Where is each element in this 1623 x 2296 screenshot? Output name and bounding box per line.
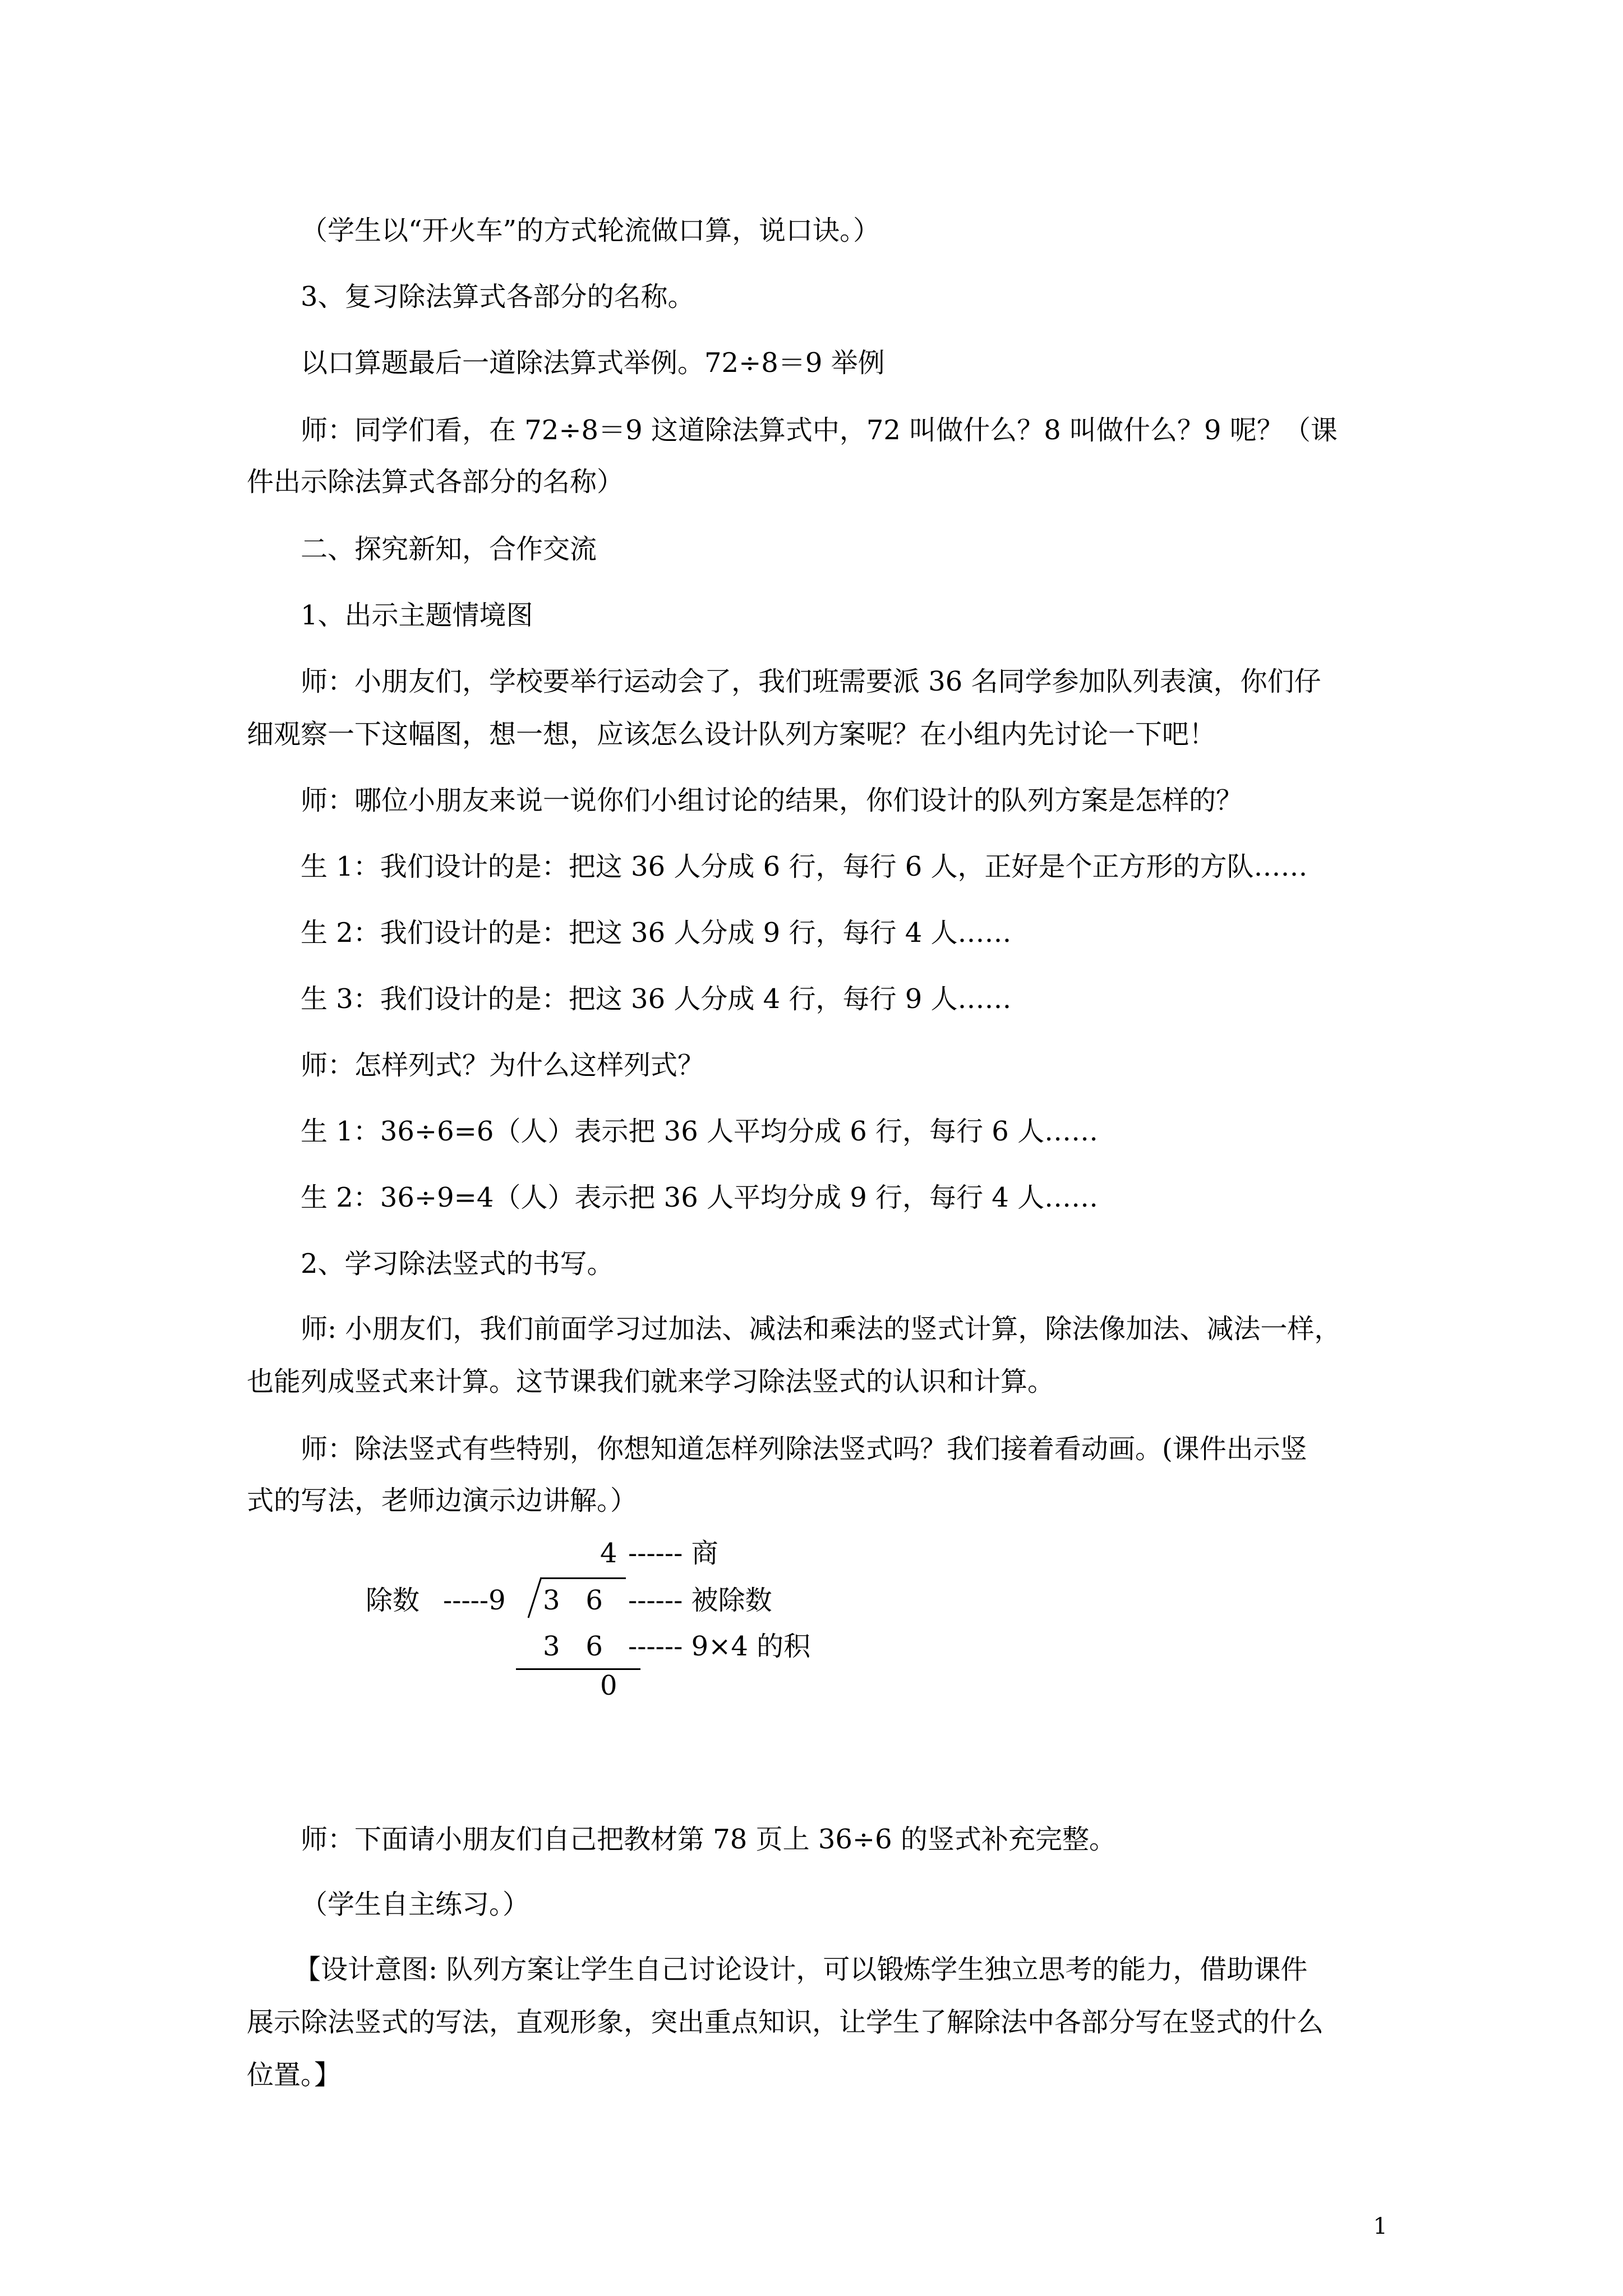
page-number: 1: [1373, 2214, 1387, 2239]
division-bar: [541, 1577, 626, 1579]
paragraph: 生 1：我们设计的是：把这 36 人分成 6 行，每行 6 人，正好是个正方形的方队……: [301, 851, 1308, 882]
paragraph-continuation: 也能列成竖式来计算。这节课我们就来学习除法竖式的认识和计算。: [247, 1366, 1055, 1397]
division-bracket: [526, 1576, 543, 1619]
paragraph: 生 2：36÷9=4（人）表示把 36 人平均分成 9 行，每行 4 人……: [301, 1182, 1099, 1213]
paragraph: 生 2：我们设计的是：把这 36 人分成 9 行，每行 4 人……: [301, 917, 1012, 949]
paragraph-continuation: 件出示除法算式各部分的名称）: [247, 466, 624, 498]
remainder: 0: [600, 1670, 617, 1701]
paragraph: 师：同学们看，在 72÷8＝9 这道除法算式中，72 叫做什么？8 叫做什么？9 呢？（课: [301, 415, 1338, 446]
subtraction-line: [516, 1668, 640, 1670]
divisor-label: 除数: [366, 1585, 420, 1616]
paragraph: 师：除法竖式有些特别，你想知道怎样列除法竖式吗？我们接着看动画。(课件出示竖: [301, 1433, 1307, 1465]
dividend: 3 6: [543, 1585, 603, 1616]
section-heading: 3、复习除法算式各部分的名称。: [301, 281, 695, 312]
section-heading: 二、探究新知，合作交流: [301, 533, 597, 565]
quotient-label: ------ 商: [628, 1538, 718, 1569]
paragraph: 生 1：36÷6=6（人）表示把 36 人平均分成 6 行，每行 6 人……: [301, 1116, 1099, 1147]
paragraph: 师：怎样列式？为什么这样列式？: [301, 1050, 705, 1081]
dividend-label: ------ 被除数: [628, 1585, 772, 1616]
design-intent-continuation: 展示除法竖式的写法，直观形象，突出重点知识，让学生了解除法中各部分写在竖式的什么: [247, 2007, 1324, 2038]
paragraph: 以口算题最后一道除法算式举例。72÷8＝9 举例: [301, 347, 885, 379]
paragraph: 师: 小朋友们，我们前面学习过加法、减法和乘法的竖式计算，除法像加法、减法一样，: [301, 1313, 1341, 1345]
paragraph-continuation: 式的写法，老师边演示边讲解。）: [247, 1485, 638, 1516]
design-intent-continuation: 位置。】: [247, 2059, 342, 2091]
paragraph: （学生以“开火车”的方式轮流做口算，说口诀。）: [301, 215, 880, 246]
paragraph: 师：哪位小朋友来说一说你们小组讨论的结果，你们设计的队列方案是怎样的？: [301, 785, 1243, 816]
divisor: -----9: [443, 1585, 506, 1616]
paragraph: （学生自主练习。）: [301, 1889, 530, 1920]
product: 3 6: [543, 1631, 603, 1662]
paragraph: 师：小朋友们，学校要举行运动会了，我们班需要派 36 名同学参加队列表演，你们仔: [301, 666, 1321, 697]
section-heading: 1、出示主题情境图: [301, 600, 533, 631]
paragraph-continuation: 细观察一下这幅图，想一想，应该怎么设计队列方案呢？在小组内先讨论一下吧！: [247, 719, 1216, 750]
design-intent: 【设计意图: 队列方案让学生自己讨论设计，可以锻炼学生独立思考的能力，借助课件: [294, 1954, 1308, 1985]
paragraph: 生 3：我们设计的是：把这 36 人分成 4 行，每行 9 人……: [301, 983, 1012, 1015]
section-heading: 2、学习除法竖式的书写。: [301, 1248, 614, 1280]
paragraph: 师：下面请小朋友们自己把教材第 78 页上 36÷6 的竖式补充完整。: [301, 1824, 1116, 1855]
product-label: ------ 9×4 的积: [628, 1631, 811, 1662]
quotient: 4: [600, 1538, 617, 1569]
